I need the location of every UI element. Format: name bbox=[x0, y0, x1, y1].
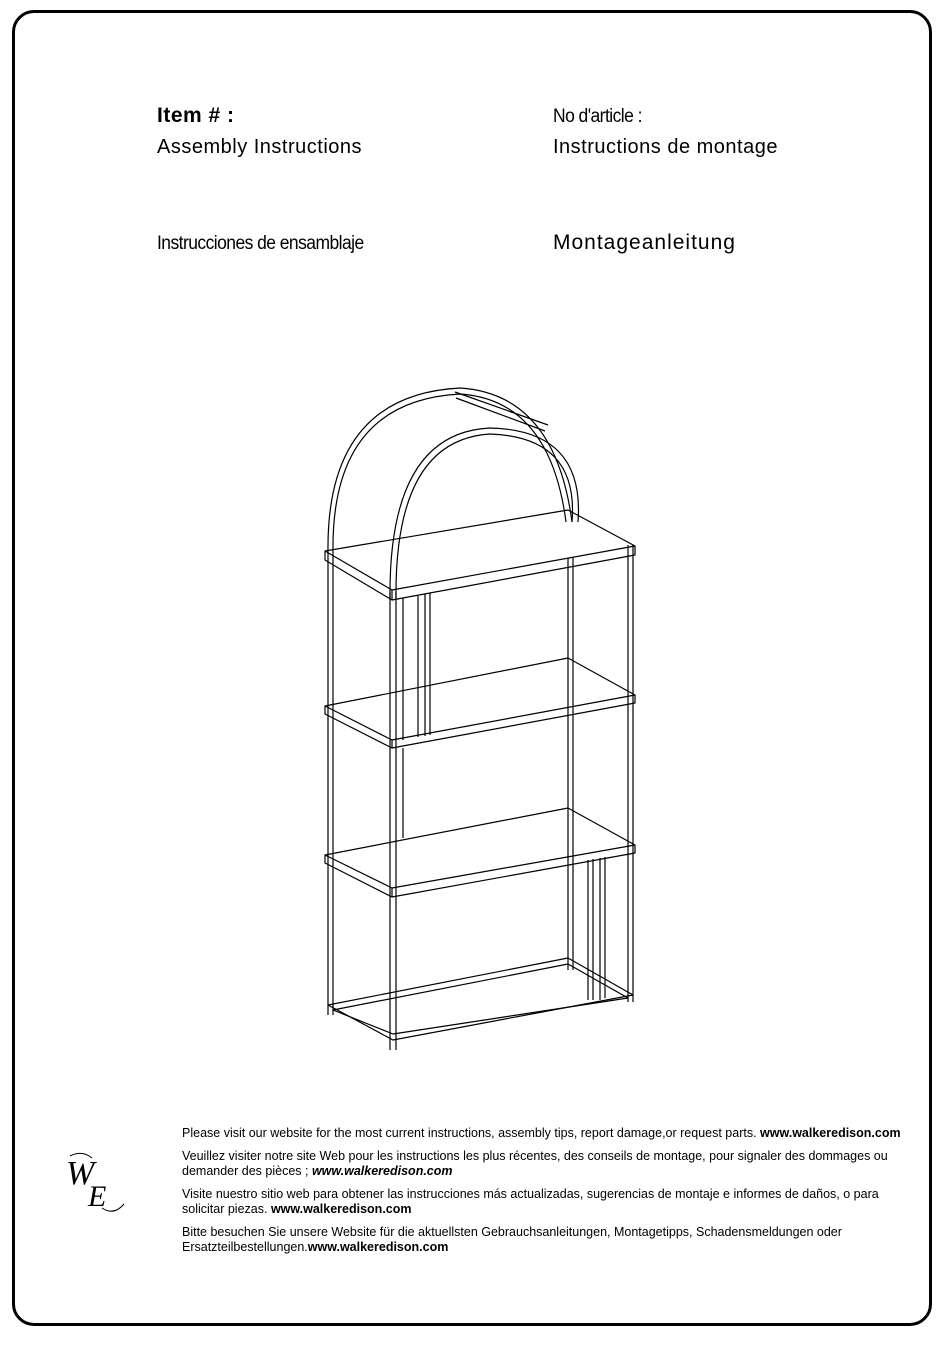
website-note-de: Bitte besuchen Sie unsere Website für die aktuellsten Gebrauchsanleitungen, Montagetipps, Schadensmeldungen oder Ersatzteilbestellungen.www.walkeredison.com bbox=[182, 1224, 842, 1254]
we-monogram-w: W bbox=[66, 1155, 95, 1192]
assembly-instructions-de: Montageanleitung bbox=[553, 231, 736, 254]
website-note-es: Visite nuestro sitio web para obtener las instrucciones más actualizadas, sugerencias de montaje e informes de daños, o para solicitar piezas. www.walkeredison.com bbox=[182, 1186, 879, 1216]
website-link-en[interactable]: www.walkeredison.com bbox=[760, 1126, 901, 1140]
we-monogram-e: E bbox=[88, 1180, 107, 1213]
assembly-instructions-fr: Instructions de montage bbox=[553, 136, 778, 158]
website-note-en: Please visit our website for the most current instructions, assembly tips, report damage,or request parts. www.walkeredison.com bbox=[182, 1126, 901, 1140]
we-monogram-logo bbox=[62, 1148, 134, 1218]
website-link-de[interactable]: www.walkeredison.com bbox=[307, 1240, 449, 1254]
website-notes bbox=[182, 1126, 912, 1263]
assembly-instructions-en: Assembly Instructions bbox=[157, 136, 363, 158]
website-link-fr[interactable]: www.walkeredison.com bbox=[311, 1164, 453, 1178]
item-number-label-fr: No d'article : bbox=[553, 106, 642, 127]
website-note-fr: Veuillez visiter notre site Web pour les instructions les plus récentes, des conseils de montage, pour signaler des dommages ou demander des pièces ; www.walkeredison.com bbox=[182, 1148, 888, 1178]
assembly-instructions-es: Instrucciones de ensamblaje bbox=[157, 233, 364, 254]
arched-bookshelf-drawing bbox=[300, 380, 660, 1060]
website-link-es[interactable]: www.walkeredison.com bbox=[270, 1202, 412, 1216]
item-number-label: Item # : bbox=[157, 104, 235, 127]
